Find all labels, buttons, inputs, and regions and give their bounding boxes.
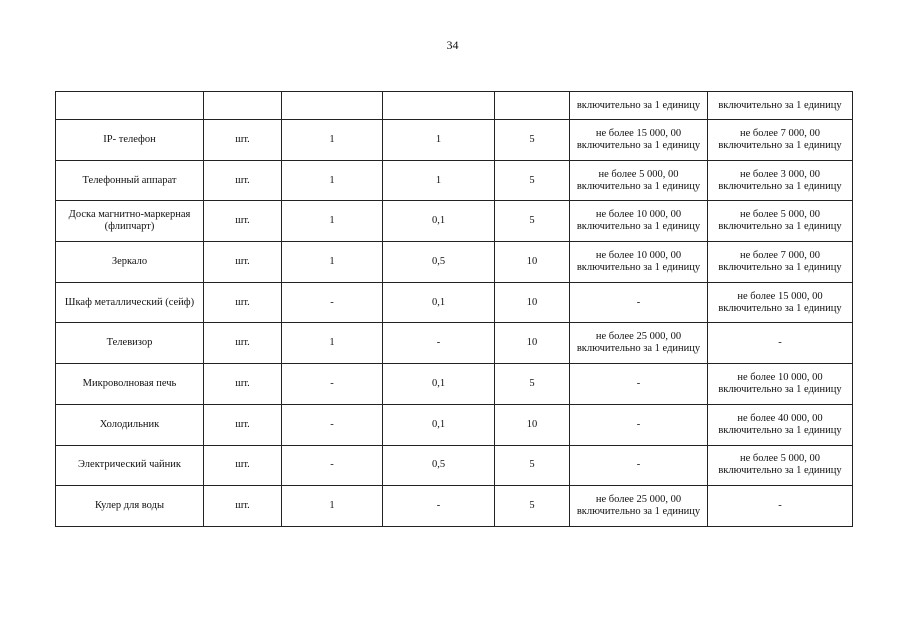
cell-price-b: -	[708, 323, 853, 364]
cell-unit: шт.	[204, 160, 282, 201]
cell-col5	[495, 92, 570, 120]
cell-col5: 10	[495, 282, 570, 323]
cell-item-name: Доска магнитно-маркерная (флипчарт)	[56, 201, 204, 242]
cell-unit: шт.	[204, 282, 282, 323]
cell-col4: 0,1	[383, 364, 495, 405]
cell-item-name: Кулер для воды	[56, 486, 204, 527]
cell-price-b: не более 3 000, 00 включительно за 1 единицу	[708, 160, 853, 201]
cell-price-a: не более 15 000, 00 включительно за 1 единицу	[570, 120, 708, 161]
cell-col5: 5	[495, 486, 570, 527]
cell-price-a: не более 10 000, 00 включительно за 1 единицу	[570, 201, 708, 242]
cell-col4: 1	[383, 160, 495, 201]
cell-col5: 10	[495, 242, 570, 283]
cell-price-b: -	[708, 486, 853, 527]
cell-unit: шт.	[204, 201, 282, 242]
cell-price-a: включительно за 1 единицу	[570, 92, 708, 120]
cell-unit: шт.	[204, 364, 282, 405]
cell-col5: 5	[495, 445, 570, 486]
cell-col4: 0,5	[383, 445, 495, 486]
cell-item-name: Шкаф металлический (сейф)	[56, 282, 204, 323]
cell-col4: 1	[383, 120, 495, 161]
cell-col4	[383, 92, 495, 120]
cell-col3: 1	[282, 120, 383, 161]
table-row	[56, 282, 853, 323]
table-row	[56, 445, 853, 486]
table-row	[56, 323, 853, 364]
cell-col4: -	[383, 486, 495, 527]
cell-unit	[204, 92, 282, 120]
cell-price-a: -	[570, 404, 708, 445]
cell-price-b: не более 40 000, 00 включительно за 1 единицу	[708, 404, 853, 445]
cell-col3: -	[282, 445, 383, 486]
cell-col3: 1	[282, 201, 383, 242]
cell-col3: -	[282, 364, 383, 405]
page-number: 34	[446, 38, 459, 52]
table-row	[56, 201, 853, 242]
cell-col5: 5	[495, 364, 570, 405]
cell-col3: 1	[282, 160, 383, 201]
cell-col4: 0,1	[383, 282, 495, 323]
cell-price-b: не более 7 000, 00 включительно за 1 единицу	[708, 242, 853, 283]
cell-unit: шт.	[204, 323, 282, 364]
cell-col3	[282, 92, 383, 120]
cell-price-a: не более 10 000, 00 включительно за 1 единицу	[570, 242, 708, 283]
cell-item-name: Холодильник	[56, 404, 204, 445]
table-row	[56, 404, 853, 445]
cell-item-name: Телефонный аппарат	[56, 160, 204, 201]
cell-item-name: Зеркало	[56, 242, 204, 283]
table-row	[56, 364, 853, 405]
cell-item-name: Микроволновая печь	[56, 364, 204, 405]
table-body	[56, 92, 853, 527]
cell-price-a: -	[570, 282, 708, 323]
cell-price-a: -	[570, 445, 708, 486]
cell-price-a: не более 25 000, 00 включительно за 1 единицу	[570, 486, 708, 527]
cell-price-a: -	[570, 364, 708, 405]
cell-col5: 5	[495, 120, 570, 161]
equipment-table	[55, 91, 853, 527]
cell-price-b: не более 15 000, 00 включительно за 1 единицу	[708, 282, 853, 323]
cell-col4: 0,1	[383, 404, 495, 445]
cell-price-a: не более 5 000, 00 включительно за 1 единицу	[570, 160, 708, 201]
cell-item-name: IP- телефон	[56, 120, 204, 161]
cell-unit: шт.	[204, 404, 282, 445]
cell-col5: 10	[495, 323, 570, 364]
table-row	[56, 486, 853, 527]
cell-price-b: не более 5 000, 00 включительно за 1 единицу	[708, 445, 853, 486]
cell-unit: шт.	[204, 120, 282, 161]
cell-col4: -	[383, 323, 495, 364]
cell-item-name	[56, 92, 204, 120]
cell-col5: 10	[495, 404, 570, 445]
table-row	[56, 120, 853, 161]
cell-col3: -	[282, 282, 383, 323]
cell-unit: шт.	[204, 445, 282, 486]
cell-unit: шт.	[204, 242, 282, 283]
table-row	[56, 160, 853, 201]
cell-price-b: не более 7 000, 00 включительно за 1 единицу	[708, 120, 853, 161]
cell-item-name: Электрический чайник	[56, 445, 204, 486]
cell-col4: 0,5	[383, 242, 495, 283]
cell-col3: 1	[282, 486, 383, 527]
cell-col3: 1	[282, 242, 383, 283]
table-row	[56, 242, 853, 283]
cell-item-name: Телевизор	[56, 323, 204, 364]
cell-col5: 5	[495, 160, 570, 201]
cell-price-b: включительно за 1 единицу	[708, 92, 853, 120]
table-row-continuation	[56, 92, 853, 120]
cell-col4: 0,1	[383, 201, 495, 242]
cell-price-a: не более 25 000, 00 включительно за 1 единицу	[570, 323, 708, 364]
cell-col3: -	[282, 404, 383, 445]
cell-unit: шт.	[204, 486, 282, 527]
cell-price-b: не более 5 000, 00 включительно за 1 единицу	[708, 201, 853, 242]
cell-col3: 1	[282, 323, 383, 364]
cell-price-b: не более 10 000, 00 включительно за 1 единицу	[708, 364, 853, 405]
cell-col5: 5	[495, 201, 570, 242]
